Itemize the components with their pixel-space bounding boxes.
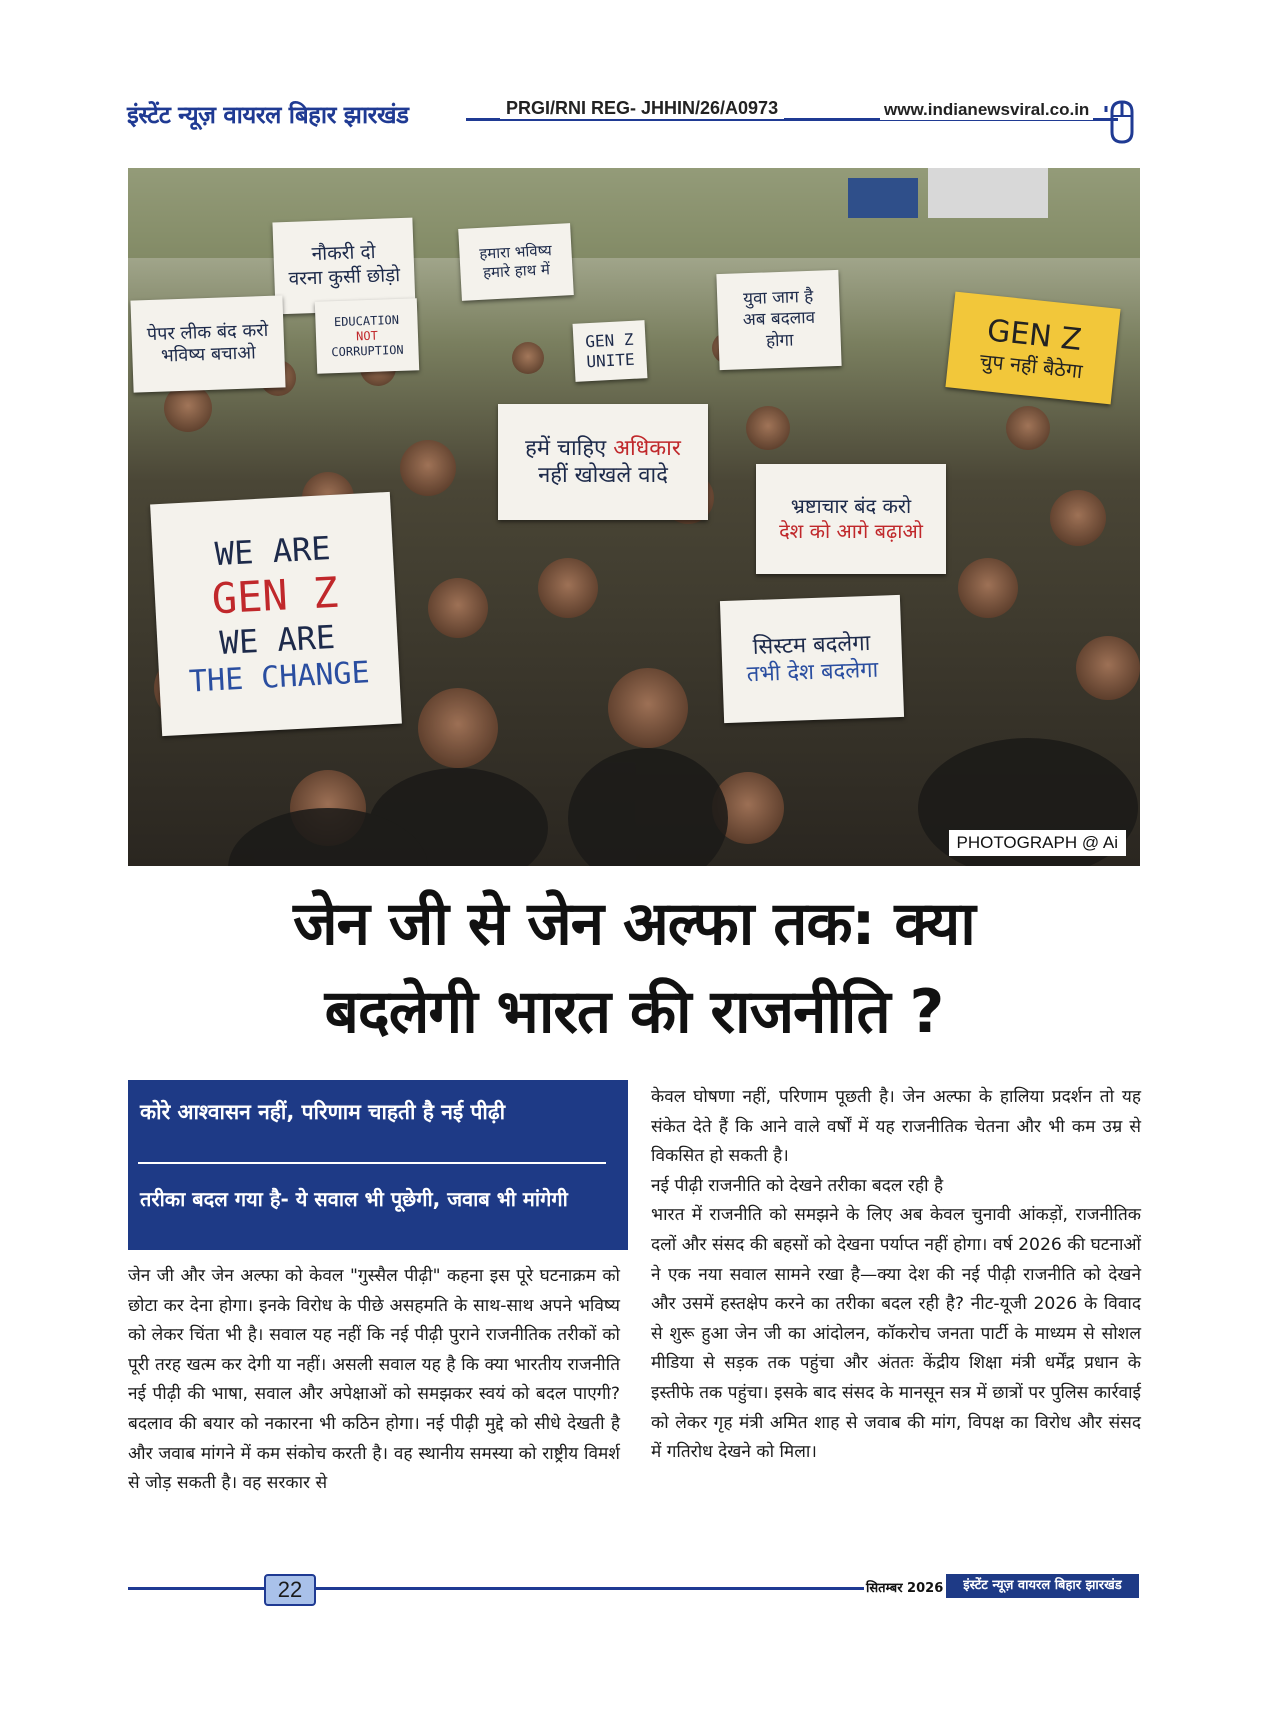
article-column-left bbox=[128, 1262, 620, 1499]
sign-text: भविष्य बचाओ bbox=[160, 342, 257, 367]
sign-text: GEN Z bbox=[210, 567, 340, 624]
sign-text: होगा bbox=[765, 330, 794, 352]
sign-text: WE ARE bbox=[218, 618, 337, 663]
mouse-icon bbox=[1104, 98, 1140, 146]
protest-sign-education bbox=[315, 298, 419, 374]
highlight-1: कोरे आश्वासन नहीं, परिणाम चाहती है नई पीढ़ी bbox=[140, 1100, 506, 1124]
sign-text: नहीं खोखले वादे bbox=[538, 463, 668, 488]
sign-text: तभी देश बदलेगा bbox=[746, 657, 879, 688]
footer-publication-title: इंस्टेंट न्यूज़ वायरल बिहार झारखंड bbox=[946, 1574, 1139, 1598]
article-paragraph: भारत में राजनीति को समझने के लिए अब केवल चुनावी आंकड़ों, राजनीतिक दलों और संसद की बहसों को देखना पर्याप्त नहीं होगा। वर्ष 2026 की घटनाओं ने एक नया सवाल सामने रखा है—क्या देश की नई पीढ़ी राजनीति को देखने और उसमें हस्तक्षेप करने का तरीका बदल रही है? नीट-यूजी 2026 के विवाद से शुरू हुआ जेन जी का आंदोलन, कॉकरोच जनता पार्टी के माध्यम से सोशल मीडिया से सड़क तक पहुंचा और अंततः केंद्रीय शिक्षा मंत्री धर्मेंद्र प्रधान के इस्तीफे तक पहुंचा। इसके बाद संसद के मानसून सत्र में छात्रों पर पुलिस कार्रवाई को लेकर गृह मंत्री अमित शाह से जवाब की मांग, विपक्ष का विरोध और संसद में गतिरोध देखने को मिला। bbox=[651, 1205, 1141, 1463]
protest-sign-genz-chup bbox=[945, 292, 1120, 405]
registration-number: PRGI/RNI REG- JHHIN/26/A0973 bbox=[500, 98, 784, 119]
sign-text: CORRUPTION bbox=[331, 342, 404, 359]
sign-text: सिस्टम बदलेगा bbox=[752, 630, 871, 660]
sign-text: अधिकार bbox=[613, 435, 681, 461]
sign-text: पेपर लीक बंद करो bbox=[146, 319, 269, 345]
sign-text: WE ARE bbox=[214, 529, 332, 574]
publication-title: इंस्टेंट न्यूज़ वायरल बिहार झारखंड bbox=[127, 101, 409, 129]
protest-sign-adhikar bbox=[498, 404, 708, 520]
protest-sign-we-are-genz bbox=[150, 492, 402, 736]
headline-line-1: जेन जी से जेन अल्फा तक: क्या bbox=[293, 889, 975, 959]
footer-rule bbox=[128, 1587, 864, 1590]
sign-text: हमारे हाथ में bbox=[482, 260, 551, 282]
sign-text: हमें चाहिए bbox=[525, 435, 607, 461]
sign-text: युवा जाग है bbox=[742, 286, 814, 310]
sign-text: THE CHANGE bbox=[188, 654, 371, 700]
sign-text: UNITE bbox=[585, 349, 636, 372]
sign-text: वरना कुर्सी छोड़ो bbox=[288, 264, 401, 290]
page-number: 22 bbox=[264, 1574, 316, 1606]
sign-text: GEN Z bbox=[985, 312, 1084, 358]
protest-sign-paper-leak bbox=[130, 295, 285, 392]
article-headline bbox=[128, 880, 1140, 1056]
headline-line-2: बदलेगी भारत की राजनीति ? bbox=[324, 977, 944, 1047]
protest-sign-yuva bbox=[716, 270, 841, 370]
protest-sign-genz-unite bbox=[573, 320, 648, 382]
sign-text: चुप नहीं बैठेगा bbox=[978, 348, 1084, 384]
protest-sign-bhrashtachar bbox=[756, 464, 946, 574]
photo-credit: PHOTOGRAPH @ Ai bbox=[949, 830, 1126, 856]
sign-text: हमारा भविष्य bbox=[478, 241, 553, 264]
sign-text: नौकरी दो bbox=[311, 241, 376, 266]
protest-sign-bhavishya bbox=[458, 223, 574, 301]
highlights-box bbox=[128, 1080, 628, 1250]
article-subheading: नई पीढ़ी राजनीति को देखने तरीका बदल रही है bbox=[651, 1175, 944, 1196]
sign-text: EDUCATION bbox=[333, 312, 400, 329]
highlight-2: तरीका बदल गया है- ये सवाल भी पूछेगी, जवाब भी मांगेगी bbox=[140, 1187, 568, 1211]
protest-sign-system bbox=[720, 595, 904, 723]
article-paragraph: जेन जी और जेन अल्फा को केवल "गुस्सैल पीढ़ी" कहना इस पूरे घटनाक्रम को छोटा कर देना होगा। इनके विरोध के पीछे असहमति के साथ-साथ अपने भविष्य को लेकर चिंता भी है। सवाल यह नहीं कि नई पीढ़ी पुराने राजनीतिक तरीकों को पूरी तरह खत्म कर देगी या नहीं। असली सवाल यह है कि क्या भारतीय राजनीति नई पीढ़ी की भाषा, सवाल और अपेक्षाओं को समझकर स्वयं को बदल पाएगी? बदलाव की बयार को नकारना भी कठिन होगा। नई पीढ़ी मुद्दे को सीधे देखती है और जवाब मांगने में कम संकोच करती है। वह स्थानीय समस्या को राष्ट्रीय विमर्श से जोड़ सकती है। वह सरकार से bbox=[128, 1266, 620, 1494]
article-column-right bbox=[651, 1083, 1141, 1468]
sign-text: देश को आगे बढ़ाओ bbox=[779, 519, 923, 543]
issue-date: सितम्बर 2026 bbox=[866, 1581, 944, 1596]
sign-text: NOT bbox=[355, 328, 379, 343]
highlight-divider bbox=[138, 1162, 606, 1164]
sign-text: GEN Z bbox=[584, 329, 634, 352]
website-link[interactable]: www.indianewsviral.co.in bbox=[880, 100, 1093, 120]
sign-text: भ्रष्टाचार बंद करो bbox=[790, 494, 912, 518]
protest-photograph bbox=[128, 168, 1140, 866]
sign-text: अब बदलाव bbox=[742, 308, 816, 331]
article-paragraph: केवल घोषणा नहीं, परिणाम पूछती है। जेन अल्फा के हालिया प्रदर्शन तो यह संकेत देते हैं कि आने वाले वर्षों में यह राजनीतिक चेतना और भी कम उम्र से विकसित हो सकती है। bbox=[651, 1087, 1141, 1167]
